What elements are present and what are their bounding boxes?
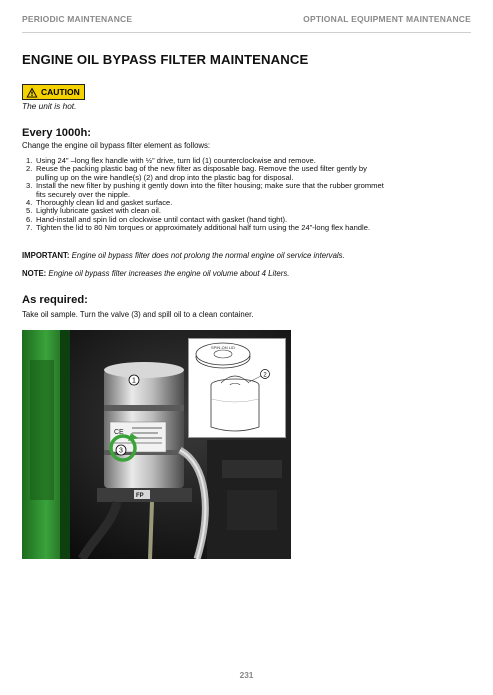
- steps-list: [22, 157, 452, 233]
- step-number: 5.: [26, 206, 33, 216]
- important-text: Engine oil bypass filter does not prolong the normal engine oil service intervals.: [69, 251, 345, 260]
- step-number: 3.: [26, 181, 33, 191]
- step-number: 6.: [26, 214, 33, 224]
- page-number: 231: [239, 670, 254, 680]
- step-text: Install the new filter by pushing it gently down into the filter housing; make sure that the rubber grommet: [36, 181, 384, 191]
- note-label: NOTE:: [22, 269, 47, 278]
- callout-1: [129, 375, 139, 385]
- section-as-required-text: Take oil sample. Turn the valve (3) and spill oil to a clean container.: [22, 310, 254, 319]
- important-note: [22, 251, 345, 260]
- step-item: [22, 182, 452, 199]
- step-text: Hand-install and spin lid on clockwise until contact with gasket (hand tight).: [36, 214, 288, 224]
- step-text: fits securely over the nipple.: [36, 189, 131, 199]
- section-heading-every-1000h: Every 1000h:: [22, 127, 92, 139]
- svg-text:1: 1: [132, 377, 136, 385]
- step-item: [22, 224, 452, 232]
- important-label: IMPORTANT:: [22, 251, 70, 260]
- filter-cartridge-diagram: [189, 339, 285, 437]
- step-number: 1.: [26, 156, 33, 165]
- step-number: 4.: [26, 198, 33, 208]
- step-text: Tighten the lid to 80 Nm torques or approximately additional half turn using the 24”-long flex handle.: [36, 223, 371, 233]
- step-text: Thoroughly clean lid and gasket surface.: [36, 198, 173, 208]
- brand-label: FP: [136, 493, 144, 499]
- header-right: OPTIONAL EQUIPMENT MAINTENANCE: [303, 14, 471, 24]
- step-text: Using 24” –long flex handle with ½” drive, turn lid (1) counterclockwise and remove.: [36, 156, 316, 165]
- svg-text:SPIN-ON LID: SPIN-ON LID: [210, 345, 236, 350]
- note-text: Engine oil bypass filter increases the engine oil volume about 4 Liters.: [46, 269, 290, 278]
- page-header: [22, 10, 471, 33]
- svg-text:3: 3: [119, 447, 123, 455]
- callout-2: [261, 370, 270, 379]
- step-item: [22, 165, 452, 182]
- section-intro: Change the engine oil bypass filter element as follows:: [22, 141, 211, 150]
- step-text: pulling up on the wire handle(s) (2) and drop into the plastic bag for disposal.: [36, 172, 294, 182]
- ce-mark: CE: [114, 429, 124, 436]
- caution-message: The unit is hot.: [22, 101, 77, 111]
- warning-icon: [26, 87, 38, 98]
- caution-label: [22, 84, 85, 100]
- header-left: PERIODIC MAINTENANCE: [22, 14, 133, 24]
- step-number: 2.: [26, 164, 33, 174]
- step-text: Reuse the packing plastic bag of the new filter as disposable bag. Remove the used filter gently by: [36, 164, 367, 174]
- callout-3: [116, 445, 126, 455]
- section-heading-as-required: As required:: [22, 294, 88, 306]
- step-text: Lightly lubricate gasket with clean oil.: [36, 206, 161, 216]
- note: [22, 269, 289, 278]
- step-number: 7.: [26, 223, 33, 233]
- page-title: ENGINE OIL BYPASS FILTER MAINTENANCE: [22, 52, 309, 67]
- filter-inset-diagram: [188, 338, 286, 438]
- caution-text: CAUTION: [41, 87, 80, 97]
- svg-text:2: 2: [263, 372, 267, 379]
